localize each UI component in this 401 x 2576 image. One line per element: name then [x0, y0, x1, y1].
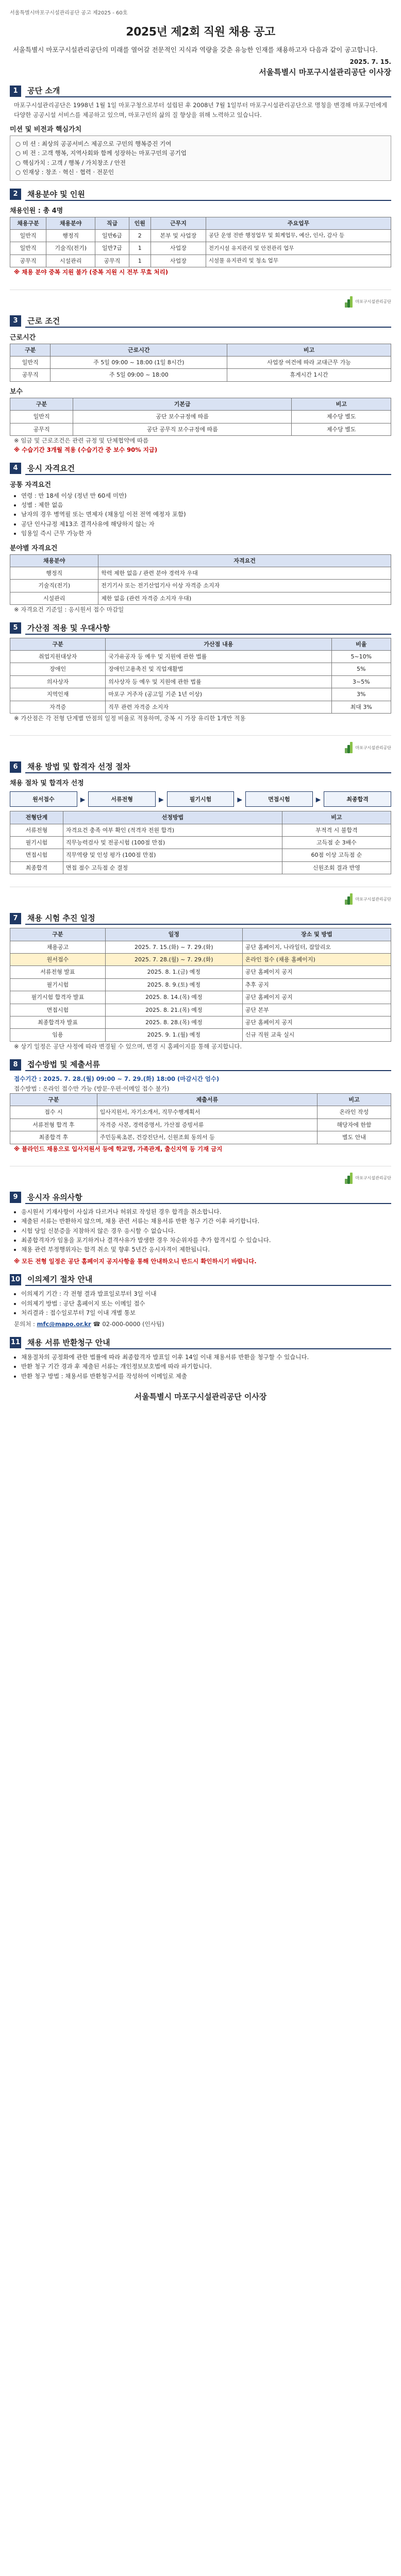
salary-table	[10, 398, 391, 436]
table-cell: 주민등록초본, 건강진단서, 신원조회 동의서 등	[97, 1131, 317, 1144]
table-row	[10, 675, 391, 688]
col-header: 전형단계	[10, 811, 63, 824]
values-line: ○ 핵심가치 : 고객 / 행복 / 가치창조 / 안전	[15, 159, 126, 166]
section-number: 2	[10, 189, 21, 200]
table-cell: 일반직	[10, 356, 51, 368]
process-heading: 채용 절차 및 합격자 선정	[10, 779, 84, 788]
table-cell: 최종합격자 발표	[10, 1016, 106, 1029]
objection-list	[10, 1289, 391, 1317]
table-cell: 행정직	[46, 229, 95, 242]
table-cell: 2025. 7. 15.(화) ~ 7. 29.(화)	[105, 941, 242, 953]
section-title: 응시자 유의사항	[25, 1191, 391, 1204]
table-cell: 서류전형 합격 후	[10, 1118, 97, 1131]
footer-org: 서울특별시 마포구시설관리공단 이사장	[134, 1392, 267, 1401]
table-cell: 필기시험	[10, 837, 63, 849]
recruit-count: 채용인원 : 총 4명	[10, 207, 63, 215]
table-row	[10, 592, 391, 604]
table-cell: 주 5일 09:00 ~ 18:00 (1일 8시간)	[51, 356, 227, 368]
table-cell: 공무직	[10, 255, 46, 267]
table-cell: 공단 홈페이지 공지	[242, 991, 391, 1004]
condition-note: ※ 임금 및 근로조건은 관련 규정 및 단체협약에 따름	[14, 436, 149, 444]
table-cell: 별도 안내	[318, 1131, 391, 1144]
section-title: 공단 소개	[25, 84, 391, 97]
probation-note: ※ 수습기간 3개월 적용 (수습기간 중 보수 90% 지급)	[14, 446, 158, 454]
table-cell: 2	[129, 229, 151, 242]
table-cell: 장애인고용촉진 및 직업재활법	[106, 663, 331, 675]
table-row	[10, 567, 391, 580]
field-req-table	[10, 554, 391, 605]
table-cell: 원서접수	[10, 954, 106, 966]
blind-hiring-note: ※ 블라인드 채용으로 입사지원서 등에 학교명, 가족관계, 출신지역 등 기재 금지	[14, 1145, 223, 1153]
table-row	[10, 954, 391, 966]
col-header: 구분	[10, 928, 106, 941]
table-cell: 부적격 시 불합격	[282, 824, 391, 836]
col-header: 가산점 내용	[106, 638, 331, 650]
table-cell: 면접시험	[10, 849, 63, 861]
contact-line	[10, 1319, 391, 1329]
vision-heading: 미션 및 비전과 핵심가치	[10, 126, 82, 134]
section-number: 7	[10, 913, 21, 924]
process-step: 필기시험	[167, 791, 235, 807]
list-item: • 연령 : 만 18세 이상 (정년 만 60세 미만)	[21, 491, 391, 500]
table-row	[10, 255, 391, 267]
col-header: 근무지	[151, 217, 206, 229]
application-method: 접수방법 : 온라인 접수만 가능 (방문·우편·이메일 접수 불가)	[14, 1084, 170, 1092]
col-header: 기본급	[73, 398, 292, 410]
col-header: 인원	[129, 217, 151, 229]
table-cell: 마포구 거주자 (공고일 기준 1년 이상)	[106, 688, 331, 701]
section-number: 11	[10, 1337, 21, 1348]
col-header: 채용구분	[10, 217, 46, 229]
col-header: 선정방법	[63, 811, 282, 824]
section-document-return	[10, 1336, 391, 1381]
table-cell: 자격증 사본, 경력증명서, 가산점 증빙서류	[97, 1118, 317, 1131]
section-title: 채용 서류 반환청구 안내	[25, 1336, 391, 1349]
table-cell: 전기시설 유지관리 및 안전관리 업무	[206, 242, 391, 255]
table-cell: 직무역량 및 인성 평가 (100점 만점)	[63, 849, 282, 861]
contact-email-link[interactable]: mfc@mapo.or.kr	[37, 1320, 91, 1328]
leaf-logo-icon	[345, 296, 353, 308]
work-hours-table	[10, 344, 391, 382]
table-cell: 필기시험 합격자 발표	[10, 991, 106, 1004]
table-row	[10, 1029, 391, 1041]
bonus-note: ※ 가산점은 각 전형 단계별 만점의 일정 비율로 적용하며, 중복 시 가장 유리한 1개만 적용	[14, 714, 246, 722]
section-number: 9	[10, 1192, 21, 1203]
col-header: 채용분야	[46, 217, 95, 229]
logo	[10, 296, 391, 308]
table-cell: 면접 점수 고득점 순 결정	[63, 861, 282, 874]
table-row	[10, 580, 391, 592]
table-row	[10, 242, 391, 255]
col-header: 비고	[318, 1093, 391, 1106]
duplicate-note: ※ 채용 분야 중복 지원 불가 (중복 지원 시 전부 무효 처리)	[14, 268, 169, 276]
common-req-heading: 공통 자격요건	[10, 481, 51, 489]
table-cell: 2025. 8. 9.(토) 예정	[105, 978, 242, 991]
col-header: 구분	[10, 398, 73, 410]
section-title: 채용분야 및 인원	[25, 188, 391, 201]
section-objection	[10, 1273, 391, 1329]
table-cell: 취업지원대상자	[10, 650, 106, 663]
leaf-logo-icon	[345, 893, 353, 905]
table-row	[10, 1016, 391, 1029]
precaution-list	[10, 1207, 391, 1255]
application-period: 접수기간 : 2025. 7. 28.(월) 09:00 ~ 7. 29.(화) 18:00 (마감시간 엄수)	[14, 1075, 220, 1083]
vision-line: ○ 비 전 : 고객 행복, 지역사회와 함께 성장하는 마포구민의 공기업	[15, 149, 187, 157]
contact-label: 문의처 :	[14, 1320, 35, 1328]
table-row	[10, 229, 391, 242]
table-row	[10, 701, 391, 713]
table-cell: 제수당 별도	[292, 411, 391, 423]
table-cell: 2025. 8. 14.(목) 예정	[105, 991, 242, 1004]
table-row	[10, 1118, 391, 1131]
table-cell: 의사상자	[10, 675, 106, 688]
logo-text: 마포구시설관리공단	[355, 896, 391, 902]
list-item: • 성별 : 제한 없음	[21, 500, 391, 510]
table-cell: 60점 이상 고득점 순	[282, 849, 391, 861]
section-title: 응시 자격요건	[25, 462, 391, 475]
contact-phone: ☎ 02-000-0000 (인사팀)	[93, 1320, 164, 1328]
section-title: 가산점 적용 및 우대사항	[25, 622, 391, 635]
table-cell: 휴게시간 1시간	[227, 369, 391, 381]
col-header: 구분	[10, 638, 106, 650]
section-header	[10, 760, 391, 773]
table-cell: 해당자에 한함	[318, 1118, 391, 1131]
arrow-right-icon: ▶	[237, 795, 242, 803]
table-cell: 최종합격 후	[10, 1131, 97, 1144]
table-cell: 서류전형	[10, 824, 63, 836]
table-cell: 면접시험	[10, 1004, 106, 1016]
table-cell: 2025. 9. 1.(월) 예정	[105, 1029, 242, 1041]
col-header: 구분	[10, 344, 51, 356]
section-application	[10, 1058, 391, 1154]
table-cell: 2025. 8. 28.(목) 예정	[105, 1016, 242, 1029]
list-item: • 반환 청구 기간 경과 후 제출된 서류는 개인정보보호법에 따라 파기합니다.	[21, 1362, 391, 1371]
table-cell: 온라인 접수 (채용 홈페이지)	[242, 954, 391, 966]
section-header	[10, 84, 391, 97]
notice-number: 서울특별시마포구시설관리공단 공고 제2025 - 60호	[10, 10, 128, 16]
list-item: • 공단 인사규정 제13조 결격사유에 해당하지 않는 자	[21, 519, 391, 529]
table-cell: 공단 홈페이지 공지	[242, 1016, 391, 1029]
list-item: • 응시원서 기재사항이 사실과 다르거나 허위로 작성된 경우 합격을 취소합니다.	[21, 1207, 391, 1216]
table-cell: 시설관리	[46, 255, 95, 267]
field-req-heading: 분야별 자격요건	[10, 544, 58, 552]
table-row	[10, 1004, 391, 1016]
table-cell: 추후 공지	[242, 978, 391, 991]
col-header: 채용분야	[10, 554, 98, 567]
table-cell: 공단 홈페이지 공지	[242, 966, 391, 978]
documents-table	[10, 1093, 391, 1144]
table-cell: 제수당 별도	[292, 423, 391, 435]
table-cell: 일반직	[10, 411, 73, 423]
leaf-logo-icon	[345, 1173, 353, 1184]
table-cell: 일반직	[10, 242, 46, 255]
table-cell: 임용	[10, 1029, 106, 1041]
arrow-right-icon: ▶	[80, 795, 86, 803]
table-cell: 고득점 순 3배수	[282, 837, 391, 849]
logo	[10, 1173, 391, 1184]
mission-line: ○ 미 션 : 최상의 공공서비스 제공으로 구민의 행복증진 기여	[15, 140, 172, 148]
col-header: 비고	[227, 344, 391, 356]
table-row	[10, 978, 391, 991]
table-cell: 3%	[331, 688, 391, 701]
section-title: 채용 시험 추진 일정	[25, 912, 391, 925]
schedule-table	[10, 928, 391, 1042]
table-cell: 사업장 여건에 따라 교대근무 가능	[227, 356, 391, 368]
table-cell: 장애인	[10, 663, 106, 675]
table-row	[10, 663, 391, 675]
table-cell: 1	[129, 255, 151, 267]
section-number: 5	[10, 622, 21, 634]
section-header	[10, 912, 391, 925]
intro-text: 서울특별시 마포구시설관리공단의 미래를 열어갈 전문적인 지식과 역량을 갖춘 유능한 인재를 채용하고자 다음과 같이 공고합니다.	[13, 46, 378, 54]
return-list	[10, 1352, 391, 1381]
table-cell: 3~5%	[331, 675, 391, 688]
table-cell: 필기시험	[10, 978, 106, 991]
list-item: • 반환 청구 방법 : 채용서류 반환청구서를 작성하여 이메일로 제출	[21, 1371, 391, 1381]
section-number: 1	[10, 86, 21, 97]
table-row	[10, 650, 391, 663]
company-description: 마포구시설관리공단은 1998년 1월 1일 마포구청으로부터 설립된 후 2008년 7월 1일부터 마포구시설관리공단으로 명칭을 변경해 마포구민에게 다양한 공공시설 서비스를 제공하고 있으며, 마포구민의 삶의 질 향상을 위해 노력하고 있습니다.	[14, 101, 388, 118]
table-cell: 공단 본부	[242, 1004, 391, 1016]
table-cell: 공단 보수규정에 따름	[73, 411, 292, 423]
col-header: 비율	[331, 638, 391, 650]
col-header: 주요업무	[206, 217, 391, 229]
vision-box	[10, 135, 391, 181]
process-flow	[10, 791, 391, 807]
table-cell: 주 5일 09:00 ~ 18:00	[51, 369, 227, 381]
arrow-right-icon: ▶	[315, 795, 321, 803]
section-number: 10	[10, 1274, 21, 1285]
list-item: • 임용일 즉시 근무 가능한 자	[21, 529, 391, 538]
table-cell: 서류전형 발표	[10, 966, 106, 978]
col-header: 근로시간	[51, 344, 227, 356]
section-header	[10, 1273, 391, 1286]
arrow-right-icon: ▶	[159, 795, 164, 803]
table-cell: 공무직	[10, 369, 51, 381]
table-cell: 직무 관련 자격증 소지자	[106, 701, 331, 713]
table-cell: 일반6급	[95, 229, 129, 242]
table-cell: 접수 시	[10, 1106, 97, 1118]
table-cell: 입사지원서, 자기소개서, 직무수행계획서	[97, 1106, 317, 1118]
table-cell: 시설관리	[10, 592, 98, 604]
table-cell: 기술직(전기)	[10, 580, 98, 592]
table-row	[10, 861, 391, 874]
section-header	[10, 315, 391, 328]
page-title: 2025년 제2회 직원 채용 공고	[126, 26, 275, 39]
list-item: • 최종합격자가 임용을 포기하거나 결격사유가 발생한 경우 차순위자를 추가 합격시킬 수 있습니다.	[21, 1235, 391, 1245]
section-header	[10, 1058, 391, 1071]
table-cell: 공무직	[95, 255, 129, 267]
org-name-text: 서울특별시 마포구시설관리공단 이사장	[259, 67, 391, 77]
table-cell: 전기기사 또는 전기산업기사 이상 자격증 소지자	[98, 580, 391, 592]
logo	[10, 893, 391, 905]
section-header	[10, 1191, 391, 1204]
schedule-note: ※ 상기 일정은 공단 사정에 따라 변경될 수 있으며, 변경 시 홈페이지를 통해 공지합니다.	[14, 1042, 242, 1050]
table-cell: 직무능력검사 및 전공시험 (100점 만점)	[63, 837, 282, 849]
bonus-table	[10, 638, 391, 714]
section-header	[10, 622, 391, 635]
table-row	[10, 356, 391, 368]
table-cell: 신원조회 결과 반영	[282, 861, 391, 874]
table-cell: 일반직	[10, 229, 46, 242]
table-cell: 5%	[331, 663, 391, 675]
table-cell: 공단 운영 전반 행정업무 및 회계업무, 예산, 인사, 감사 등	[206, 229, 391, 242]
col-header: 직급	[95, 217, 129, 229]
table-cell: 자격요건 충족 여부 확인 (적격자 전원 합격)	[63, 824, 282, 836]
table-cell: 행정직	[10, 567, 98, 580]
organization-name	[10, 66, 391, 77]
section-number: 4	[10, 463, 21, 474]
logo-text: 마포구시설관리공단	[355, 299, 391, 304]
table-cell: 사업장	[151, 242, 206, 255]
talent-line: ○ 인재상 : 창조 · 혁신 · 협력 · 전문인	[15, 168, 114, 176]
col-header: 비고	[292, 398, 391, 410]
table-cell: 의사상자 등 예우 및 지원에 관한 법률	[106, 675, 331, 688]
table-cell: 학력 제한 없음 / 관련 분야 경력자 우대	[98, 567, 391, 580]
section-title: 근로 조건	[25, 315, 391, 328]
table-row	[10, 369, 391, 381]
table-cell: 공단 홈페이지, 나라일터, 잡알리오	[242, 941, 391, 953]
col-header: 자격요건	[98, 554, 391, 567]
table-cell: 5~10%	[331, 650, 391, 663]
section-header	[10, 1336, 391, 1349]
work-hours-heading: 근로시간	[10, 333, 36, 342]
selection-table	[10, 811, 391, 874]
process-step: 원서접수	[10, 791, 77, 807]
list-item: • 시험 당일 신분증을 지참하지 않은 경우 응시할 수 없습니다.	[21, 1226, 391, 1235]
process-step: 최종합격	[324, 791, 391, 807]
table-cell: 온라인 작성	[318, 1106, 391, 1118]
list-item: • 채용절차의 공정화에 관한 법률에 따라 최종합격자 발표일 이후 14일 이내 채용서류 반환을 청구할 수 있습니다.	[21, 1352, 391, 1362]
table-cell: 기술직(전기)	[46, 242, 95, 255]
logo-text: 마포구시설관리공단	[355, 745, 391, 750]
table-cell: 신규 직원 교육 실시	[242, 1029, 391, 1041]
table-cell: 1	[129, 242, 151, 255]
table-cell: 최대 3%	[331, 701, 391, 713]
table-row	[10, 941, 391, 953]
section-title: 채용 방법 및 합격자 선정 절차	[25, 760, 391, 773]
table-cell: 본부 및 사업장	[151, 229, 206, 242]
table-cell: 사업장	[151, 255, 206, 267]
section-number: 8	[10, 1059, 21, 1071]
section-recruitment-field	[10, 188, 391, 277]
logo-text: 마포구시설관리공단	[355, 1176, 391, 1181]
table-cell: 2025. 8. 1.(금) 예정	[105, 966, 242, 978]
page-divider	[10, 735, 391, 736]
leaf-logo-icon	[345, 742, 353, 753]
section-header	[10, 462, 391, 475]
list-item: • 제출된 서류는 반환하지 않으며, 채용 관련 서류는 채용서류 반환 청구 기간 이후 파기합니다.	[21, 1216, 391, 1226]
table-row	[10, 837, 391, 849]
table-row	[10, 849, 391, 861]
table-cell: 일반7급	[95, 242, 129, 255]
col-header: 장소 및 방법	[242, 928, 391, 941]
req-note: ※ 자격요건 기준일 : 응시원서 접수 마감일	[14, 606, 124, 614]
section-working-conditions	[10, 315, 391, 455]
notice-date: 2025. 7. 15.	[349, 58, 391, 66]
list-item: • 채용 관련 부정행위자는 합격 취소 및 향후 5년간 응시자격이 제한됩니다.	[21, 1245, 391, 1254]
section-bonus-points	[10, 622, 391, 723]
table-cell: 채용공고	[10, 941, 106, 953]
precaution-warning: ※ 모든 전형 일정은 공단 홈페이지 공지사항을 통해 안내하오니 반드시 확인하시기 바랍니다.	[14, 1257, 257, 1265]
table-row	[10, 688, 391, 701]
list-item: • 이의제기 방법 : 공단 홈페이지 또는 이메일 접수	[21, 1299, 391, 1308]
table-cell: 공단 공무직 보수규정에 따름	[73, 423, 292, 435]
table-cell: 자격증	[10, 701, 106, 713]
section-eligibility	[10, 462, 391, 615]
list-item: • 이의제기 기간 : 각 전형 결과 발표일로부터 3일 이내	[21, 1289, 391, 1298]
table-cell: 시설물 유지관리 및 청소 업무	[206, 255, 391, 267]
section-title: 접수방법 및 제출서류	[25, 1058, 391, 1071]
col-header: 구분	[10, 1093, 97, 1106]
table-row	[10, 1106, 391, 1118]
recruitment-table	[10, 217, 391, 268]
table-cell: 2025. 7. 28.(월) ~ 7. 29.(화)	[105, 954, 242, 966]
table-row	[10, 824, 391, 836]
section-schedule	[10, 912, 391, 1051]
table-row	[10, 991, 391, 1004]
list-item: • 남자의 경우 병역필 또는 면제자 (채용일 이전 전역 예정자 포함)	[21, 510, 391, 519]
col-header: 비고	[282, 811, 391, 824]
logo	[10, 742, 391, 753]
col-header: 제출서류	[97, 1093, 317, 1106]
table-row	[10, 411, 391, 423]
table-cell: 국가유공자 등 예우 및 지원에 관한 법률	[106, 650, 331, 663]
salary-heading: 보수	[10, 387, 23, 396]
common-req-list	[10, 491, 391, 538]
section-title: 이의제기 절차 안내	[25, 1273, 391, 1286]
section-number: 6	[10, 761, 21, 773]
process-step: 서류전형	[88, 791, 156, 807]
table-cell: 공무직	[10, 423, 73, 435]
section-selection-process	[10, 760, 391, 874]
table-cell: 지역인재	[10, 688, 106, 701]
section-precautions	[10, 1191, 391, 1266]
col-header: 일정	[105, 928, 242, 941]
table-row	[10, 423, 391, 435]
table-row	[10, 966, 391, 978]
section-number: 3	[10, 315, 21, 327]
section-company-intro	[10, 84, 391, 180]
list-item: • 처리결과 : 접수일로부터 7일 이내 개별 통보	[21, 1308, 391, 1317]
section-header	[10, 188, 391, 201]
process-step: 면접시험	[245, 791, 313, 807]
table-cell: 최종합격	[10, 861, 63, 874]
table-cell: 제한 없음 (관련 자격증 소지자 우대)	[98, 592, 391, 604]
table-cell: 2025. 8. 21.(목) 예정	[105, 1004, 242, 1016]
table-row	[10, 1131, 391, 1144]
